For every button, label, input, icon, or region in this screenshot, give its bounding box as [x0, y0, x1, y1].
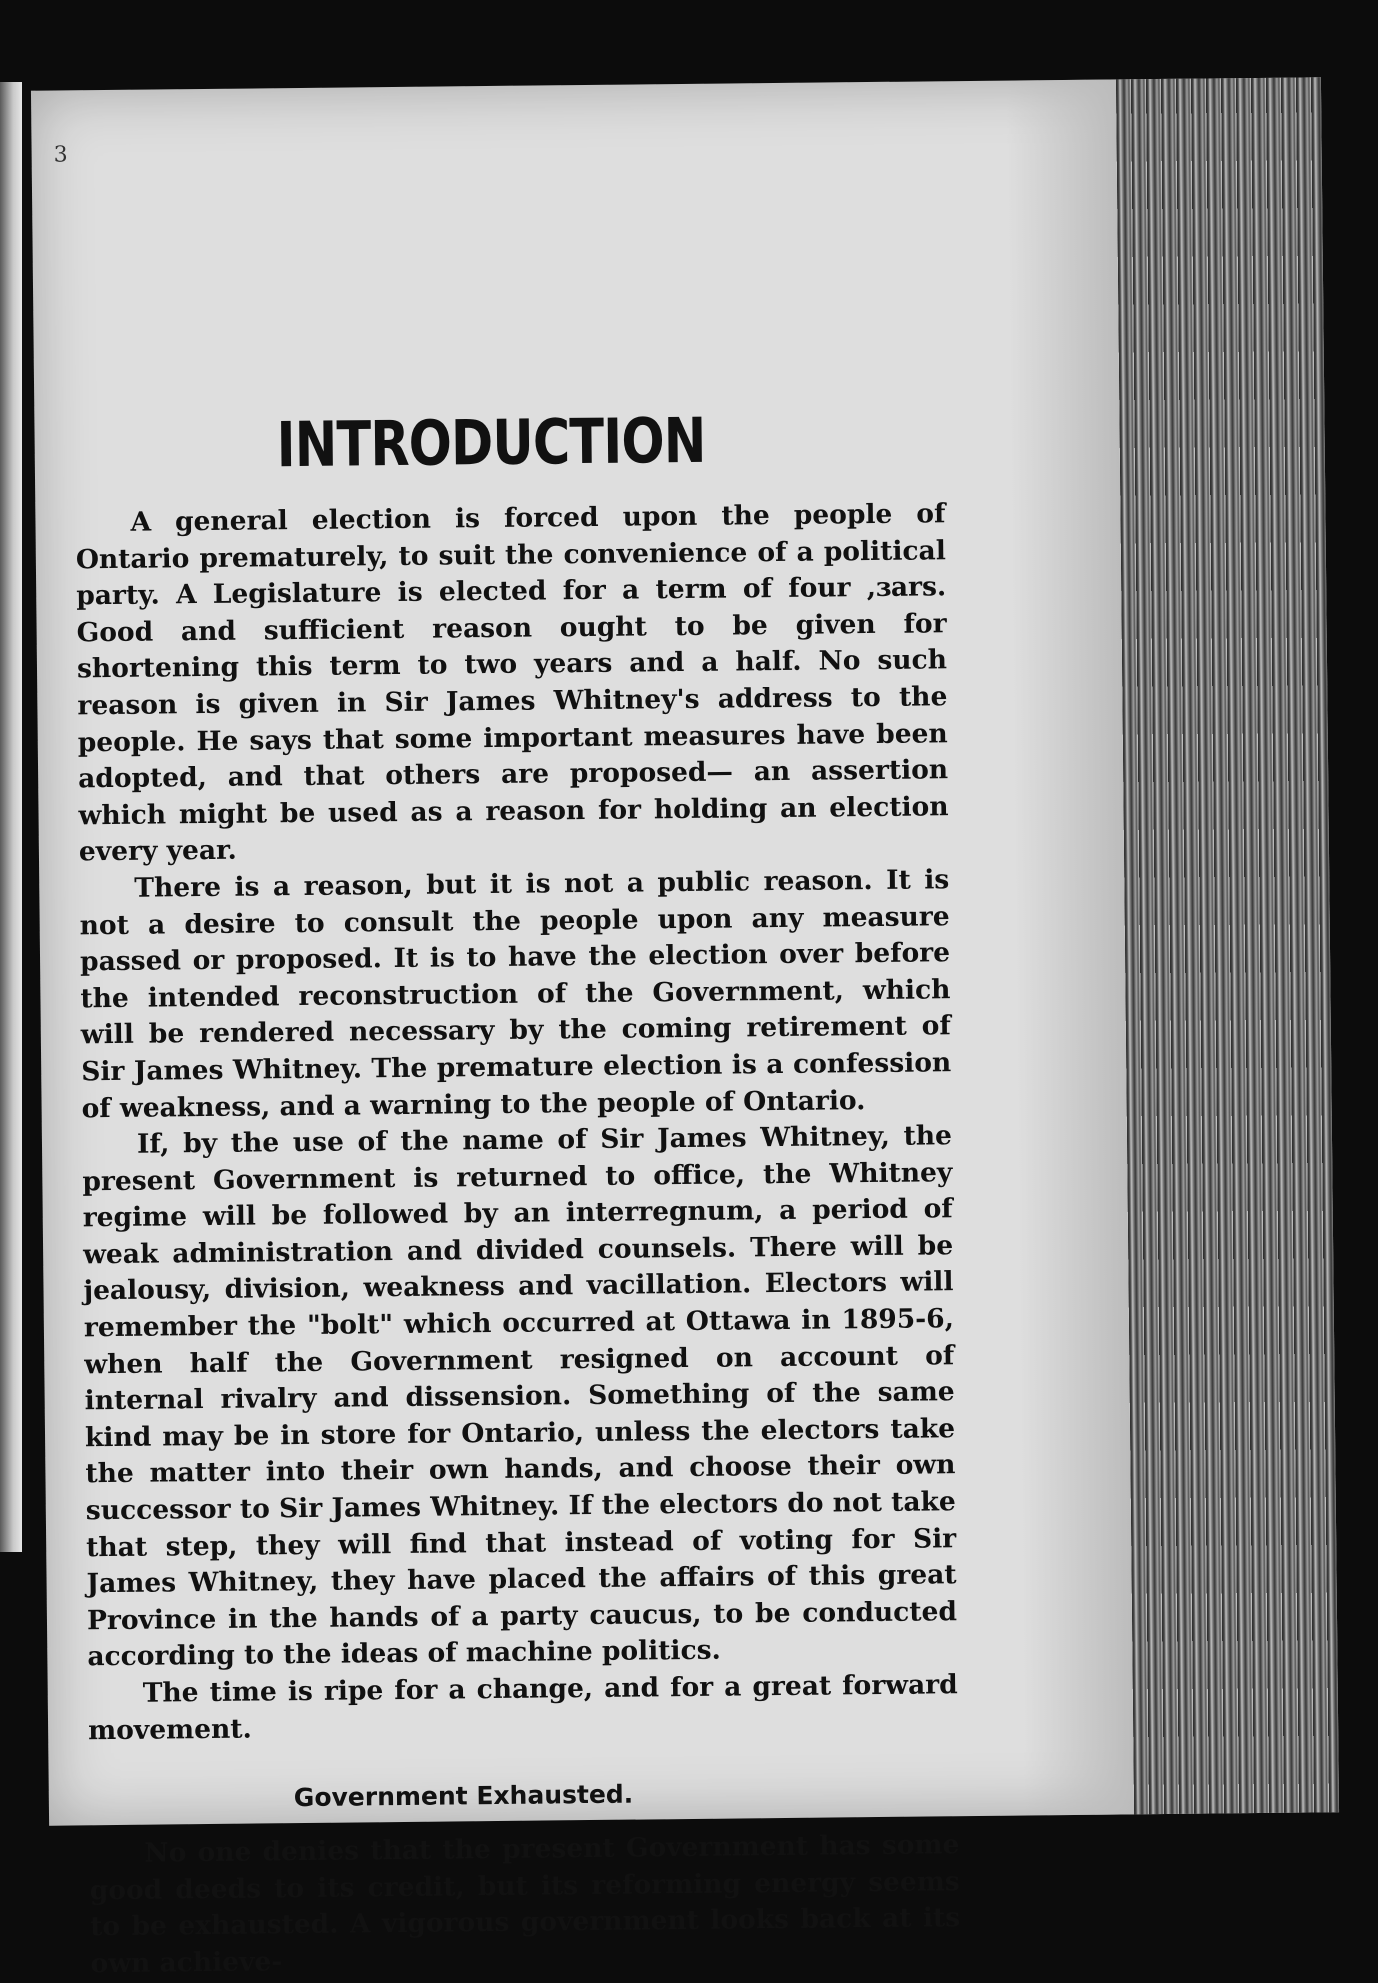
margin-mark: 3: [53, 142, 68, 168]
paragraph-4: The time is ripe for a change, and for a great forward movement.: [87, 1669, 958, 1746]
page-title: INTRODUCTION: [276, 403, 706, 482]
paragraph-2: There is a reason, but it is not a public reason. It is not a desire to consult the people upon any measure passed or proposed. It is to have the election over before the intended reconstruction of the Government, which will be rendered necessary by the coming retirement of Sir James Whitney. The premature election is a confession of weakness, and a warning to the people of Ontario.: [79, 864, 952, 1124]
paragraph-3: If, by the use of the name of Sir James Whitney, the present Government is returned to office, the Whitney regime will be followed by an interregnum, a period of weak administration and divided counsels. There will be jealousy, division, weakness and vacillation. Electors will remember the "bolt" which occurred at Ottawa in 1895-6, when half the Government resigned on account of internal rivalry and dissension. Something of the same kind may be in store for Ontario, unless the electors take the matter into their own hands, and choose their own successor to Sir James Whitney. If the electors do not take that step, they will find that instead of voting for Sir James Whitney, they have placed the affairs of this great Province in the hands of a party caucus, to be conducted according to the ideas of machine politics.: [82, 1120, 958, 1673]
section-heading: Government Exhausted.: [293, 1779, 634, 1813]
page-curl-shadow: [1006, 79, 1134, 1815]
section-paragraph-1: No one denies that the present Government has some good deeds to its credit, but its reforming energy seems to be exhausted. A vigorous government looks back at its own achieve-: [89, 1829, 961, 1980]
document-page: [31, 77, 1339, 1980]
text-column: [74, 401, 960, 1983]
book-fore-edge: [1116, 77, 1339, 1814]
previous-page-edge: [0, 82, 22, 1552]
paragraph-1: A general election is forced upon the people of Ontario prematurely, to suit the convenience of a political party. A Legislature is elected for a term of four ,ɜars. Good and sufficient reason ought to be given for shortening this term to two years and a half. No such reason is given in Sir James Whitney's address to the people. He says that some important measures have been adopted, and that others are proposed— an assertion which might be used as a reason for holding an election every year.: [75, 498, 949, 868]
